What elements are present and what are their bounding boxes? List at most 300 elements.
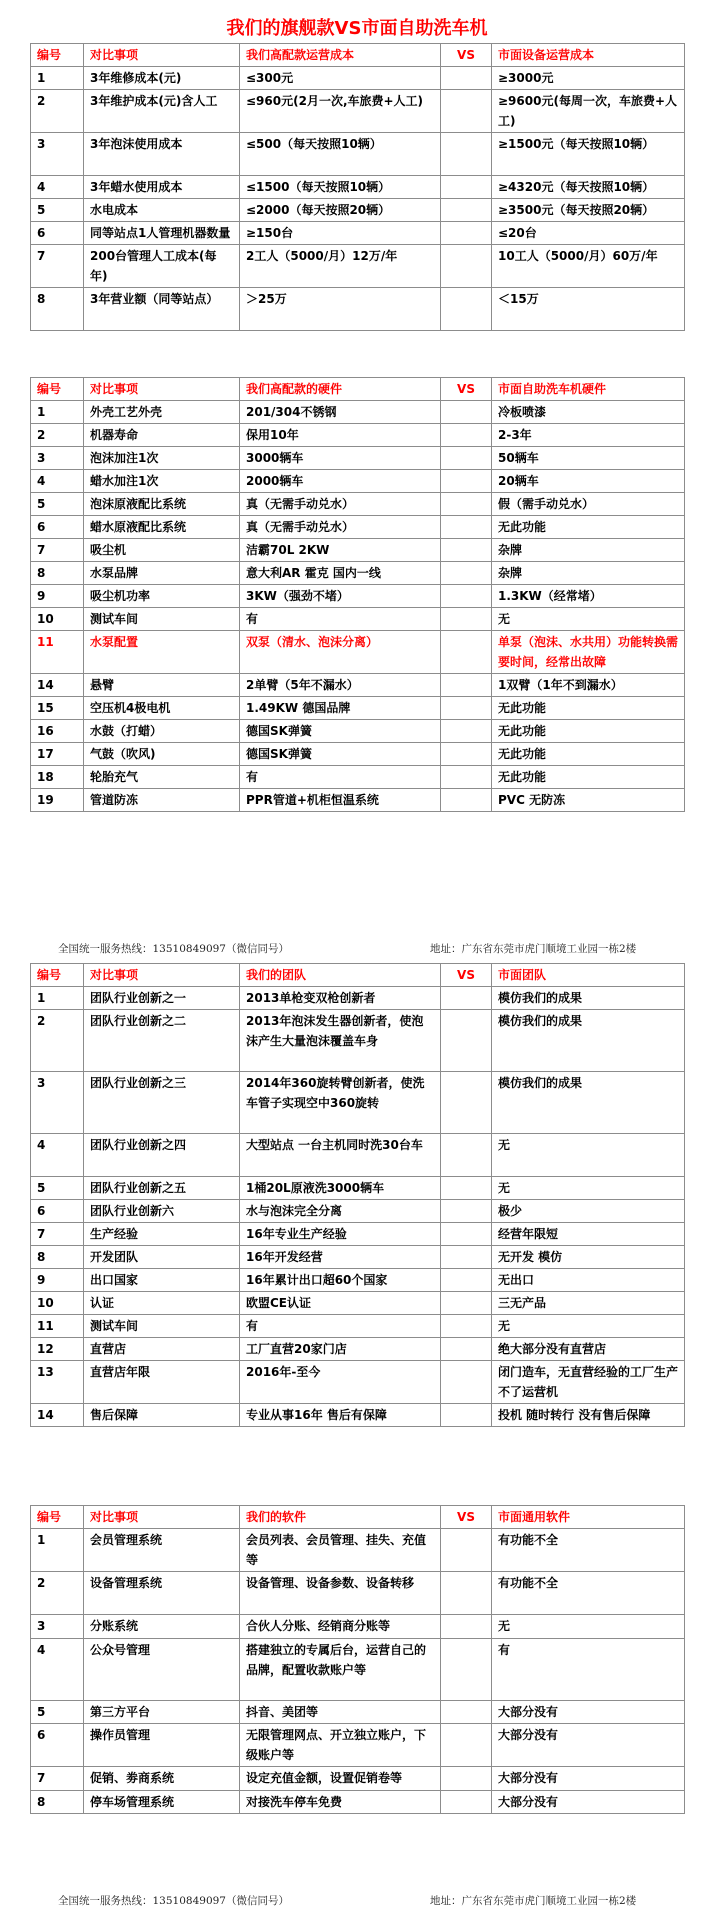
table-cell: 双泵（清水、泡沫分离） bbox=[240, 631, 441, 674]
table-cell: 20辆车 bbox=[492, 470, 685, 493]
table-cell: ≤2000（每天按照20辆） bbox=[240, 199, 441, 222]
table-row bbox=[31, 424, 685, 447]
table-row bbox=[31, 1615, 685, 1639]
table-row bbox=[31, 401, 685, 424]
table-cell: 有功能不全 bbox=[492, 1529, 685, 1572]
table-cell: 欧盟CE认证 bbox=[240, 1292, 441, 1315]
table-cell: 出口国家 bbox=[84, 1269, 240, 1292]
table-cell: 11 bbox=[31, 631, 84, 674]
table-cell: 大部分没有 bbox=[492, 1701, 685, 1724]
table-cell: 11 bbox=[31, 1315, 84, 1338]
table-cell: 5 bbox=[31, 1177, 84, 1200]
table-row bbox=[31, 1269, 685, 1292]
table-cell: 测试车间 bbox=[84, 608, 240, 631]
table-row bbox=[31, 470, 685, 493]
table-cell: 冷板喷漆 bbox=[492, 401, 685, 424]
table-cell bbox=[441, 539, 492, 562]
table-cell: 1 bbox=[31, 67, 84, 90]
header-cell: 编号 bbox=[31, 964, 84, 987]
table-cell: 3年维修成本(元) bbox=[84, 67, 240, 90]
table-cell: 17 bbox=[31, 743, 84, 766]
header-cell: 对比事项 bbox=[84, 378, 240, 401]
table-cell: 1.3KW（经常堵） bbox=[492, 585, 685, 608]
table-cell: 真（无需手动兑水） bbox=[240, 493, 441, 516]
table-cell: 5 bbox=[31, 493, 84, 516]
table-cell bbox=[441, 1338, 492, 1361]
table-cell: 德国SK弹簧 bbox=[240, 720, 441, 743]
table-cell: 团队行业创新之四 bbox=[84, 1134, 240, 1177]
table-row bbox=[31, 447, 685, 470]
table-cell: ≥150台 bbox=[240, 222, 441, 245]
table-cell bbox=[441, 1134, 492, 1177]
table-cell: 团队行业创新六 bbox=[84, 1200, 240, 1223]
table-cell: 3年营业额（同等站点） bbox=[84, 288, 240, 331]
table-cell: 气鼓（吹风) bbox=[84, 743, 240, 766]
table-cell: 3 bbox=[31, 1615, 84, 1639]
table-row bbox=[31, 1724, 685, 1767]
table-cell: 吸尘机功率 bbox=[84, 585, 240, 608]
table-cell: 16年开发经营 bbox=[240, 1246, 441, 1269]
header-cell: 对比事项 bbox=[84, 44, 240, 67]
table-cell: 假（需手动兑水） bbox=[492, 493, 685, 516]
table-cell: 8 bbox=[31, 1246, 84, 1269]
table-cell bbox=[441, 1010, 492, 1072]
table-cell: 4 bbox=[31, 1639, 84, 1701]
header-cell: 我们高配款运营成本 bbox=[240, 44, 441, 67]
table-cell: 蜡水原液配比系统 bbox=[84, 516, 240, 539]
table-cell: 10 bbox=[31, 608, 84, 631]
table-row bbox=[31, 1639, 685, 1701]
table-cell: 有功能不全 bbox=[492, 1572, 685, 1615]
table-cell: 7 bbox=[31, 245, 84, 288]
table-cell: 1.49KW 德国品牌 bbox=[240, 697, 441, 720]
table-cell: 2013单枪变双枪创新者 bbox=[240, 987, 441, 1010]
table-cell bbox=[441, 1072, 492, 1134]
table-cell: 2 bbox=[31, 1572, 84, 1615]
table-row bbox=[31, 631, 685, 674]
table-cell: 有 bbox=[492, 1639, 685, 1701]
table-cell bbox=[441, 133, 492, 176]
table-cell: 3 bbox=[31, 1072, 84, 1134]
table-cell bbox=[441, 222, 492, 245]
table-cell bbox=[441, 674, 492, 697]
table-cell: 测试车间 bbox=[84, 1315, 240, 1338]
header-cell: VS bbox=[441, 44, 492, 67]
table-cell: 第三方平台 bbox=[84, 1701, 240, 1724]
header-row bbox=[31, 1506, 685, 1529]
table-cell bbox=[441, 401, 492, 424]
table-cell: 无此功能 bbox=[492, 766, 685, 789]
table-cell: 团队行业创新之三 bbox=[84, 1072, 240, 1134]
table-cell: 设备管理、设备参数、设备转移 bbox=[240, 1572, 441, 1615]
table-cell: 搭建独立的专属后台，运营自己的品牌，配置收款账户等 bbox=[240, 1639, 441, 1701]
table-cell: 3年泡沫使用成本 bbox=[84, 133, 240, 176]
table-cell: 无开发 模仿 bbox=[492, 1246, 685, 1269]
table-cell: 9 bbox=[31, 1269, 84, 1292]
table-cell: 10工人（5000/月）60万/年 bbox=[492, 245, 685, 288]
table-cell: 合伙人分账、经销商分账等 bbox=[240, 1615, 441, 1639]
table-cell bbox=[441, 987, 492, 1010]
table-cell: 会员管理系统 bbox=[84, 1529, 240, 1572]
table-cell: 6 bbox=[31, 1724, 84, 1767]
table-cell bbox=[441, 608, 492, 631]
table-cell: 停车场管理系统 bbox=[84, 1791, 240, 1814]
table-cell: 外壳工艺外壳 bbox=[84, 401, 240, 424]
table-cell bbox=[441, 1615, 492, 1639]
table-cell bbox=[441, 1200, 492, 1223]
table-row bbox=[31, 222, 685, 245]
table-row bbox=[31, 539, 685, 562]
table-cell: 3年蜡水使用成本 bbox=[84, 176, 240, 199]
table-cell: 抖音、美团等 bbox=[240, 1701, 441, 1724]
header-cell: 对比事项 bbox=[84, 964, 240, 987]
table-cell bbox=[441, 789, 492, 812]
table-cell: 同等站点1人管理机器数量 bbox=[84, 222, 240, 245]
table-cell: 洁霸70L 2KW bbox=[240, 539, 441, 562]
header-cell: 市面自助洗车机硬件 bbox=[492, 378, 685, 401]
table-row bbox=[31, 199, 685, 222]
header-cell: 我们高配款的硬件 bbox=[240, 378, 441, 401]
table-cell: 无此功能 bbox=[492, 516, 685, 539]
table-cell: 操作员管理 bbox=[84, 1724, 240, 1767]
table-cell: 模仿我们的成果 bbox=[492, 1010, 685, 1072]
header-row bbox=[31, 378, 685, 401]
table-row bbox=[31, 1010, 685, 1072]
table-row bbox=[31, 697, 685, 720]
table-cell: 蜡水加注1次 bbox=[84, 470, 240, 493]
table-cell bbox=[441, 516, 492, 539]
table-cell bbox=[441, 176, 492, 199]
table-row bbox=[31, 1134, 685, 1177]
table-cell: ≤300元 bbox=[240, 67, 441, 90]
table-cell: 200台管理人工成本(每年) bbox=[84, 245, 240, 288]
table-row bbox=[31, 516, 685, 539]
table-cell: 大型站点 一台主机同时洗30台车 bbox=[240, 1134, 441, 1177]
table-cell: 5 bbox=[31, 199, 84, 222]
service-hotline: 全国统一服务热线：13510849097（微信同号） bbox=[58, 943, 289, 955]
table-cell: 杂牌 bbox=[492, 539, 685, 562]
table-cell: 2 bbox=[31, 1010, 84, 1072]
table-row bbox=[31, 1572, 685, 1615]
table-cell: 2工人（5000/月）12万/年 bbox=[240, 245, 441, 288]
table-cell bbox=[441, 766, 492, 789]
table-cell: 7 bbox=[31, 539, 84, 562]
table-cell: 分账系统 bbox=[84, 1615, 240, 1639]
table-cell bbox=[441, 1177, 492, 1200]
table-row bbox=[31, 1701, 685, 1724]
table-cell: 团队行业创新之二 bbox=[84, 1010, 240, 1072]
table-cell: 开发团队 bbox=[84, 1246, 240, 1269]
table-cell: 设备管理系统 bbox=[84, 1572, 240, 1615]
table-cell: 生产经验 bbox=[84, 1223, 240, 1246]
table-cell: 无 bbox=[492, 1134, 685, 1177]
table-cell bbox=[441, 720, 492, 743]
table-cell: 6 bbox=[31, 516, 84, 539]
table-cell: 会员列表、会员管理、挂失、充值等 bbox=[240, 1529, 441, 1572]
table-cell bbox=[441, 424, 492, 447]
table-row bbox=[31, 987, 685, 1010]
table-cell bbox=[441, 199, 492, 222]
table-cell: 泡沫原液配比系统 bbox=[84, 493, 240, 516]
table-cell: 吸尘机 bbox=[84, 539, 240, 562]
table-cell: ≤500（每天按照10辆） bbox=[240, 133, 441, 176]
table-row bbox=[31, 493, 685, 516]
software-comparison-table bbox=[30, 1505, 685, 1814]
page-footer-2 bbox=[0, 1893, 714, 1909]
table-cell: 德国SK弹簧 bbox=[240, 743, 441, 766]
table-cell: ≤1500（每天按照10辆） bbox=[240, 176, 441, 199]
table-row bbox=[31, 608, 685, 631]
table-row bbox=[31, 1223, 685, 1246]
table-cell bbox=[441, 1223, 492, 1246]
table-cell: 模仿我们的成果 bbox=[492, 987, 685, 1010]
table-cell: 7 bbox=[31, 1767, 84, 1791]
table-row bbox=[31, 133, 685, 176]
team-comparison-table bbox=[30, 963, 685, 1427]
table-cell: 设定充值金额，设置促销卷等 bbox=[240, 1767, 441, 1791]
table-cell: 无 bbox=[492, 1177, 685, 1200]
table-cell: 14 bbox=[31, 674, 84, 697]
table-cell: 19 bbox=[31, 789, 84, 812]
table-cell bbox=[441, 697, 492, 720]
table-cell: ≥1500元（每天按照10辆） bbox=[492, 133, 685, 176]
table-row bbox=[31, 1767, 685, 1791]
table-cell: 无 bbox=[492, 1315, 685, 1338]
table-cell bbox=[441, 1701, 492, 1724]
table-row bbox=[31, 1200, 685, 1223]
table-cell: 极少 bbox=[492, 1200, 685, 1223]
table-cell: 公众号管理 bbox=[84, 1639, 240, 1701]
table-cell: 有 bbox=[240, 608, 441, 631]
table-row bbox=[31, 1177, 685, 1200]
table-cell: 16 bbox=[31, 720, 84, 743]
table-row bbox=[31, 562, 685, 585]
table-cell: 15 bbox=[31, 697, 84, 720]
header-cell: 编号 bbox=[31, 1506, 84, 1529]
table-cell bbox=[441, 1791, 492, 1814]
table-cell: 模仿我们的成果 bbox=[492, 1072, 685, 1134]
table-cell: 201/304不锈钢 bbox=[240, 401, 441, 424]
header-cell: 市面团队 bbox=[492, 964, 685, 987]
table-cell: 轮胎充气 bbox=[84, 766, 240, 789]
table-cell bbox=[441, 470, 492, 493]
service-hotline: 全国统一服务热线：13510849097（微信同号） bbox=[58, 1895, 289, 1907]
table-cell: ≥3000元 bbox=[492, 67, 685, 90]
table-cell: 管道防冻 bbox=[84, 789, 240, 812]
header-cell: VS bbox=[441, 1506, 492, 1529]
page-footer bbox=[0, 941, 714, 957]
header-cell: 市面通用软件 bbox=[492, 1506, 685, 1529]
table-cell: 无 bbox=[492, 608, 685, 631]
table-cell: 13 bbox=[31, 1361, 84, 1404]
table-row bbox=[31, 789, 685, 812]
table-row bbox=[31, 245, 685, 288]
header-cell: VS bbox=[441, 964, 492, 987]
table-cell: ≥3500元（每天按照20辆） bbox=[492, 199, 685, 222]
table-cell bbox=[441, 562, 492, 585]
table-cell bbox=[441, 1361, 492, 1404]
table-row bbox=[31, 90, 685, 133]
table-cell: 水泵配置 bbox=[84, 631, 240, 674]
header-cell: 我们的团队 bbox=[240, 964, 441, 987]
table-cell bbox=[441, 743, 492, 766]
table-cell: 无此功能 bbox=[492, 697, 685, 720]
table-cell: 3KW（强劲不堵） bbox=[240, 585, 441, 608]
table-cell: ＞25万 bbox=[240, 288, 441, 331]
table-cell: 直营店年限 bbox=[84, 1361, 240, 1404]
table-cell bbox=[441, 1724, 492, 1767]
table-cell: 10 bbox=[31, 1292, 84, 1315]
table-row bbox=[31, 766, 685, 789]
table-cell: 4 bbox=[31, 470, 84, 493]
table-cell: 1 bbox=[31, 401, 84, 424]
table-cell: 空压机4极电机 bbox=[84, 697, 240, 720]
table-row bbox=[31, 1072, 685, 1134]
table-cell: 5 bbox=[31, 1701, 84, 1724]
table-cell: 工厂直营20家门店 bbox=[240, 1338, 441, 1361]
header-cell: 编号 bbox=[31, 44, 84, 67]
table-cell bbox=[441, 1767, 492, 1791]
table-cell: ≤20台 bbox=[492, 222, 685, 245]
table-cell: 3年维护成本(元)含人工 bbox=[84, 90, 240, 133]
table-cell bbox=[441, 1572, 492, 1615]
table-cell: 2单臂（5年不漏水） bbox=[240, 674, 441, 697]
document-title: 我们的旗舰款VS市面自助洗车机 bbox=[226, 18, 488, 39]
table-cell: 专业从事16年 售后有保障 bbox=[240, 1404, 441, 1427]
table-row bbox=[31, 288, 685, 331]
table-cell: 6 bbox=[31, 222, 84, 245]
table-cell: 9 bbox=[31, 585, 84, 608]
table-row bbox=[31, 1246, 685, 1269]
table-row bbox=[31, 1292, 685, 1315]
table-cell: 2-3年 bbox=[492, 424, 685, 447]
table-cell: 机器寿命 bbox=[84, 424, 240, 447]
table-cell bbox=[441, 245, 492, 288]
table-row bbox=[31, 176, 685, 199]
table-cell: ≥4320元（每天按照10辆） bbox=[492, 176, 685, 199]
table-row bbox=[31, 1315, 685, 1338]
table-cell: 无出口 bbox=[492, 1269, 685, 1292]
header-cell: 我们的软件 bbox=[240, 1506, 441, 1529]
table-cell: 有 bbox=[240, 766, 441, 789]
header-cell: 编号 bbox=[31, 378, 84, 401]
table-cell: 大部分没有 bbox=[492, 1724, 685, 1767]
table-cell: 真（无需手动兑水） bbox=[240, 516, 441, 539]
table-cell bbox=[441, 1292, 492, 1315]
table-cell: 投机 随时转行 没有售后保障 bbox=[492, 1404, 685, 1427]
table-cell: 18 bbox=[31, 766, 84, 789]
table-cell bbox=[441, 90, 492, 133]
table-cell: 2013年泡沫发生器创新者，使泡沫产生大量泡沫覆盖车身 bbox=[240, 1010, 441, 1072]
table-cell: 1桶20L原液洗3000辆车 bbox=[240, 1177, 441, 1200]
table-cell: 团队行业创新之一 bbox=[84, 987, 240, 1010]
table-row bbox=[31, 720, 685, 743]
table-cell: 4 bbox=[31, 176, 84, 199]
table-cell: 三无产品 bbox=[492, 1292, 685, 1315]
table-cell: 3000辆车 bbox=[240, 447, 441, 470]
table-cell: 2000辆车 bbox=[240, 470, 441, 493]
table-cell: 1 bbox=[31, 987, 84, 1010]
table-cell: 无此功能 bbox=[492, 720, 685, 743]
header-row bbox=[31, 44, 685, 67]
table-row bbox=[31, 1791, 685, 1814]
table-cell bbox=[441, 67, 492, 90]
table-cell: 大部分没有 bbox=[492, 1767, 685, 1791]
hardware-comparison-table bbox=[30, 377, 685, 812]
table-cell: 6 bbox=[31, 1200, 84, 1223]
table-cell: 3 bbox=[31, 133, 84, 176]
table-row bbox=[31, 1529, 685, 1572]
table-cell bbox=[441, 1529, 492, 1572]
table-cell: ≥9600元(每周一次，车旅费+人工) bbox=[492, 90, 685, 133]
table-cell: 保用10年 bbox=[240, 424, 441, 447]
table-cell: 直营店 bbox=[84, 1338, 240, 1361]
table-cell: 16年累计出口超60个国家 bbox=[240, 1269, 441, 1292]
table-cell bbox=[441, 1315, 492, 1338]
table-cell: 悬臂 bbox=[84, 674, 240, 697]
table-cell: 促销、劵商系统 bbox=[84, 1767, 240, 1791]
table-cell: 团队行业创新之五 bbox=[84, 1177, 240, 1200]
table-cell: 无限管理网点、开立独立账户，下级账户等 bbox=[240, 1724, 441, 1767]
table-cell: 2 bbox=[31, 90, 84, 133]
table-cell: 12 bbox=[31, 1338, 84, 1361]
company-address: 地址：广东省东莞市虎门顺境工业园一栋2楼 bbox=[430, 1895, 637, 1907]
table-cell: 4 bbox=[31, 1134, 84, 1177]
table-cell: 对接洗车停车免费 bbox=[240, 1791, 441, 1814]
table-cell: 闭门造车，无直营经验的工厂生产不了运营机 bbox=[492, 1361, 685, 1404]
header-cell: VS bbox=[441, 378, 492, 401]
table-cell bbox=[441, 1246, 492, 1269]
table-cell: 2014年360旋转臂创新者，使洗车管子实现空中360旋转 bbox=[240, 1072, 441, 1134]
table-cell: 2 bbox=[31, 424, 84, 447]
table-cell: 大部分没有 bbox=[492, 1791, 685, 1814]
table-cell: PPR管道+机柜恒温系统 bbox=[240, 789, 441, 812]
table-cell: 水鼓（打蜡） bbox=[84, 720, 240, 743]
table-cell: ≤960元(2月一次,车旅费+人工) bbox=[240, 90, 441, 133]
table-cell: 杂牌 bbox=[492, 562, 685, 585]
header-cell: 市面设备运营成本 bbox=[492, 44, 685, 67]
table-cell: 8 bbox=[31, 562, 84, 585]
table-cell: 16年专业生产经验 bbox=[240, 1223, 441, 1246]
table-cell: 水电成本 bbox=[84, 199, 240, 222]
table-row bbox=[31, 674, 685, 697]
table-row bbox=[31, 67, 685, 90]
table-cell: 1双臂（1年不到漏水） bbox=[492, 674, 685, 697]
table-cell: 水泵品牌 bbox=[84, 562, 240, 585]
table-cell: 7 bbox=[31, 1223, 84, 1246]
table-row bbox=[31, 1361, 685, 1404]
table-cell bbox=[441, 447, 492, 470]
header-row bbox=[31, 964, 685, 987]
cost-comparison-table bbox=[30, 43, 685, 331]
table-cell: PVC 无防冻 bbox=[492, 789, 685, 812]
table-cell: 8 bbox=[31, 288, 84, 331]
table-cell bbox=[441, 1269, 492, 1292]
table-cell: 8 bbox=[31, 1791, 84, 1814]
table-cell bbox=[441, 493, 492, 516]
company-address: 地址：广东省东莞市虎门顺境工业园一栋2楼 bbox=[430, 943, 637, 955]
table-cell: 1 bbox=[31, 1529, 84, 1572]
table-cell: 无 bbox=[492, 1615, 685, 1639]
table-cell: 14 bbox=[31, 1404, 84, 1427]
table-cell: 3 bbox=[31, 447, 84, 470]
table-cell bbox=[441, 631, 492, 674]
table-cell: 50辆车 bbox=[492, 447, 685, 470]
table-cell: 认证 bbox=[84, 1292, 240, 1315]
table-cell: 泡沫加注1次 bbox=[84, 447, 240, 470]
table-cell: 售后保障 bbox=[84, 1404, 240, 1427]
table-row bbox=[31, 585, 685, 608]
